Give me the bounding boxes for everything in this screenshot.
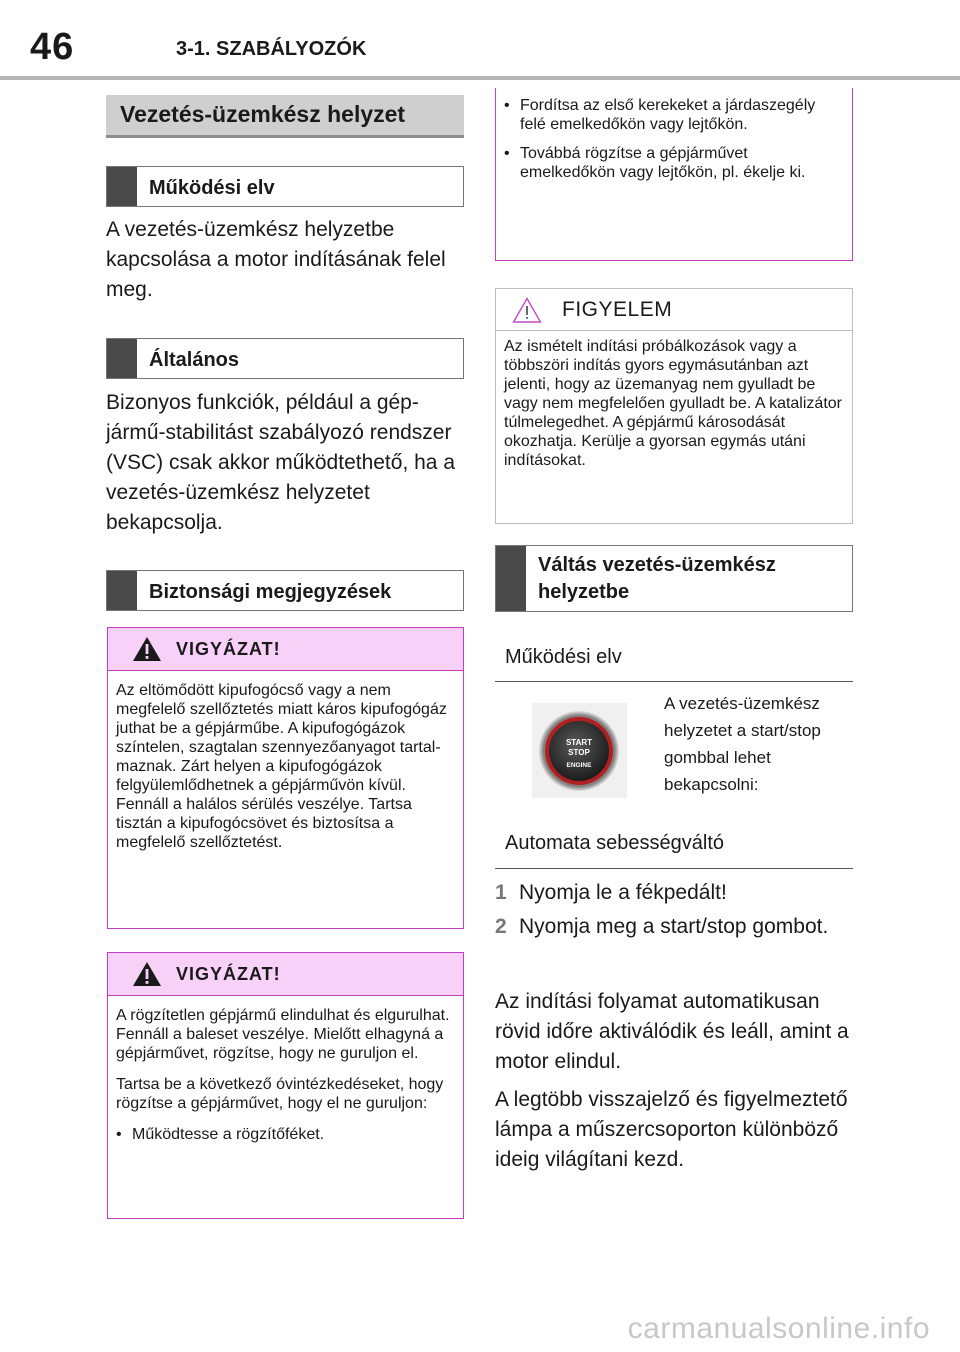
warning-bullets [116,1125,451,1144]
step-text: Nyomja le a fékpedált! [519,881,727,904]
bullet-item: • Működtesse a rögzítőféket. [116,1125,451,1144]
operation-heading-text: Működési elv [505,646,622,668]
operation-text: A vezetés-üzemkész helyzetet a start/stop gombbal lehet bekapcsolni: [664,694,821,794]
notice-box [495,288,853,524]
automatic-heading-text: Automata sebességváltó [505,832,725,854]
warning-box-continued [495,88,853,261]
step-number: 2 [495,915,507,938]
subheading-text: Váltás vezetés-üzemkész helyzetbe [538,554,776,603]
subheading-altalanos [106,338,464,379]
button-label-engine: ENGINE [566,762,592,769]
notice-title: FIGYELEM [562,297,673,321]
warning-paragraph: A rögzítetlen gépjármű elindulhat és elgurulhat. Fennáll a baleset veszélye. Mielőtt elhagyná a gépjárművet, rögzítse, hogy ne guruljon el. [116,1007,450,1062]
button-label-start: START [565,738,593,747]
start-stop-button-icon [532,703,627,798]
operation-heading [495,646,853,682]
warning-bullets [504,96,840,182]
bullet-item: • Fordítsa az első kerekeket a járdaszegély felé emelkedőkön vagy lejtőkön. [504,96,840,134]
warning-triangle-icon [132,961,162,987]
intro-paragraph: A vezetés-üzemkész helyzetbe kapcsolása a motor indításának felel meg. [106,218,446,301]
startup-paragraph: Az indítási folyamat automatikusan rövid időre aktiválódik és leáll, amint a motor elindul. [495,990,849,1073]
subheading-biztonsagi [106,570,464,611]
steps-list [495,878,850,946]
step-item [495,912,850,942]
subheading-text: Működési elv [149,177,275,199]
bullet-item: • Továbbá rögzítse a gépjárművet emelkedőkön vagy lejtőkön, pl. ékelje ki. [504,144,840,182]
subheading-text: Biztonsági megjegyzések [149,581,392,603]
subheading-valtas [495,545,853,612]
warning-title: VIGYÁZAT! [176,963,281,984]
notice-text: Az ismételt indítási próbálkozások vagy a többszöri indítás gyors egymásutánban azt jelenti, hogy az üzemanyag nem gyulladt be vagy nem megfelelően gyulladt be. A katalizátor túlmelegedhet. A gépjármű károsodását okozhatja. Kerülje a gyorsan egymás utáni indításokat. [504,338,842,469]
caution-triangle-icon [512,297,542,323]
warning-paragraph: Tartsa be a következő óvintézkedéseket, hogy rögzítse a gépjárművet, hogy el ne guruljon: [116,1076,444,1112]
warning-box-rolling [107,952,464,1219]
step-number: 1 [495,881,507,904]
subheading-mukodesi-elv [106,166,464,207]
warning-triangle-icon [132,636,162,662]
warning-text: Az eltömődött kipufogócső vagy a nem megfelelő szellőztetés miatt káros kipufogógáz juthat be a gépjárműbe. A kipufogógázok színtelen, szagtalan szennyezőanyagot tartalmaznak. Zárt helyen a kipufogógázok felgyülemlődhetnek a gépjárművön kívül. Fennáll a halálos sérülés veszélye. Tartsa tisztán a kipufogócsövet és biztosítsa a megfelelő szellőztetést. [116,682,447,851]
button-label-stop: STOP [568,748,590,757]
warning-box-exhaust [107,627,464,929]
general-paragraph: Bizonyos funkciók, például a gépjármű-stabilitást szabályozó rendszer (VSC) csak akkor működtethető, ha a vezetés-üzemkész helyzetet bekapcsolja. [106,391,455,534]
chapter-title: 3-1. SZABÁLYOZÓK [176,38,367,60]
automatic-transmission-heading [495,832,853,869]
subheading-text: Általános [149,349,240,371]
warning-title: VIGYÁZAT! [176,638,281,659]
section-heading [106,95,464,138]
page-number: 46 [30,26,75,68]
indicator-paragraph: A legtöbb visszajelző és figyelmeztető lámpa a műszercsoporton különböző ideig világítani kezd. [495,1088,848,1171]
header-divider [0,76,960,80]
watermark: carmanualsonline.info [627,1312,930,1345]
start-stop-button-image [532,703,627,798]
step-item [495,878,850,908]
step-text: Nyomja meg a start/stop gombot. [519,915,829,938]
section-heading-text: Vezetés-üzemkész helyzet [120,101,406,127]
